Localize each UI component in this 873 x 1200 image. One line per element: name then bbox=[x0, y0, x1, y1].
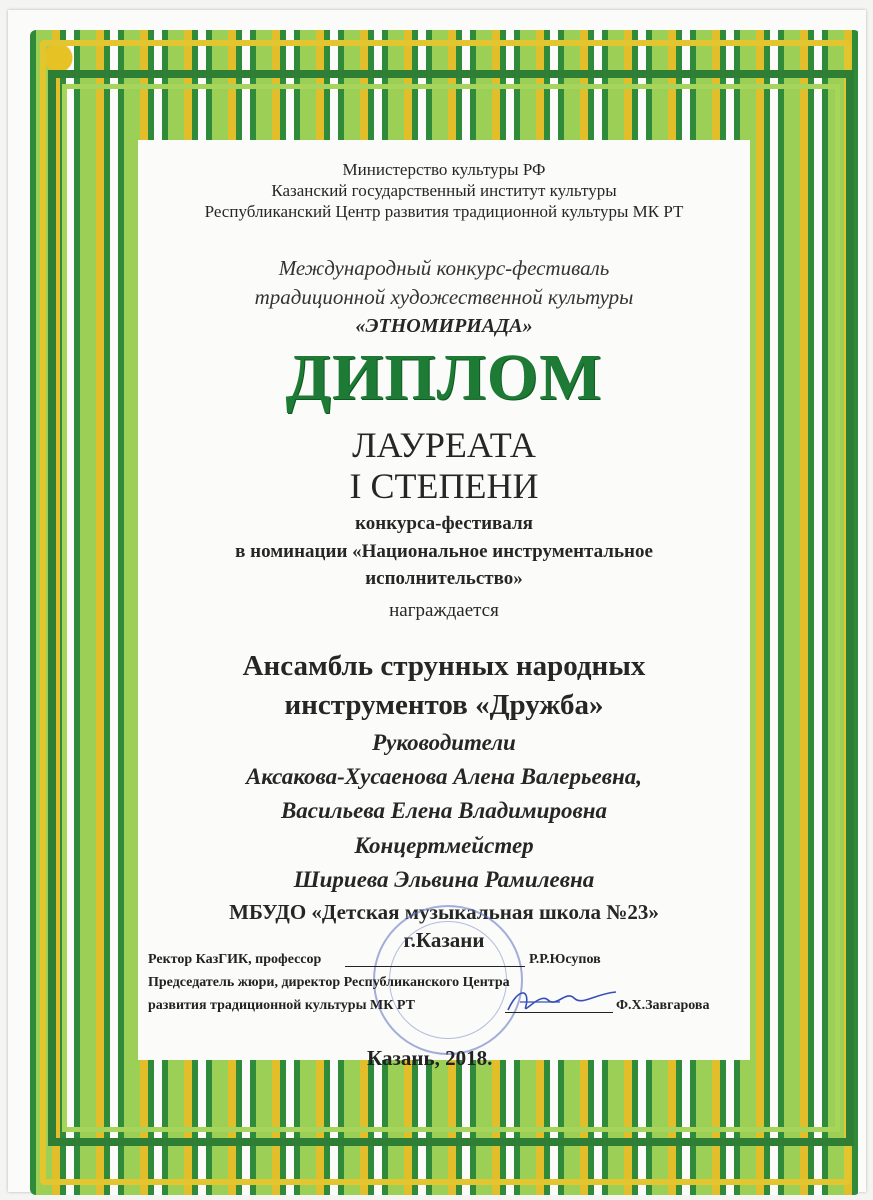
awarded-text: награждается bbox=[389, 600, 499, 621]
festival-line-1: Международный конкурс-фестиваль bbox=[278, 256, 610, 280]
rector-signature-line bbox=[345, 966, 525, 967]
jury-handwritten-signature bbox=[500, 980, 620, 1020]
place-year: Казань, 2018. bbox=[367, 1046, 493, 1070]
festival-name: «ЭТНОМИРИАДА» bbox=[355, 315, 533, 337]
rector-name: Р.Р.Юсупов bbox=[529, 952, 601, 967]
festival-line-2: традиционной художественной культуры bbox=[254, 285, 634, 309]
jury-title-line-1: Председатель жюри, директор Республиканского Центра bbox=[148, 975, 510, 990]
ensemble-name-line-2: инструментов «Дружба» bbox=[284, 689, 604, 721]
accompanist-label: Концертмейстер bbox=[354, 833, 534, 858]
laureate-title: ЛАУРЕАТА bbox=[352, 425, 536, 465]
nomination-line-3: исполнительство» bbox=[365, 568, 523, 589]
rector-title: Ректор КазГИК, профессор bbox=[148, 952, 322, 967]
school-name: МБУДО «Детская музыкальная школа №23» bbox=[229, 900, 659, 924]
jury-name: Ф.Х.Завгарова bbox=[616, 998, 710, 1013]
diploma-title: ДИПЛОМ bbox=[285, 341, 603, 414]
leader-2: Васильева Елена Владимировна bbox=[280, 798, 608, 823]
degree-title: I СТЕПЕНИ bbox=[349, 466, 539, 506]
jury-title-line-2: развития традиционной культуры МК РТ bbox=[148, 998, 415, 1013]
accompanist-name: Шириева Эльвина Рамилевна bbox=[293, 867, 595, 892]
ministry-line: Министерство культуры РФ bbox=[342, 160, 546, 179]
center-line: Республиканский Центр развития традиционной культуры МК РТ bbox=[204, 202, 684, 221]
leader-1: Аксакова-Хусаенова Алена Валерьевна, bbox=[245, 764, 643, 789]
nomination-line-2: в номинации «Национальное инструментальное bbox=[235, 541, 653, 562]
nomination-line-1: конкурса-фестиваля bbox=[355, 513, 533, 534]
leaders-label: Руководители bbox=[372, 730, 516, 755]
city-name: г.Казани bbox=[403, 928, 485, 952]
institute-line: Казанский государственный институт культуры bbox=[271, 181, 617, 200]
ensemble-name-line-1: Ансамбль струнных народных bbox=[242, 650, 646, 682]
